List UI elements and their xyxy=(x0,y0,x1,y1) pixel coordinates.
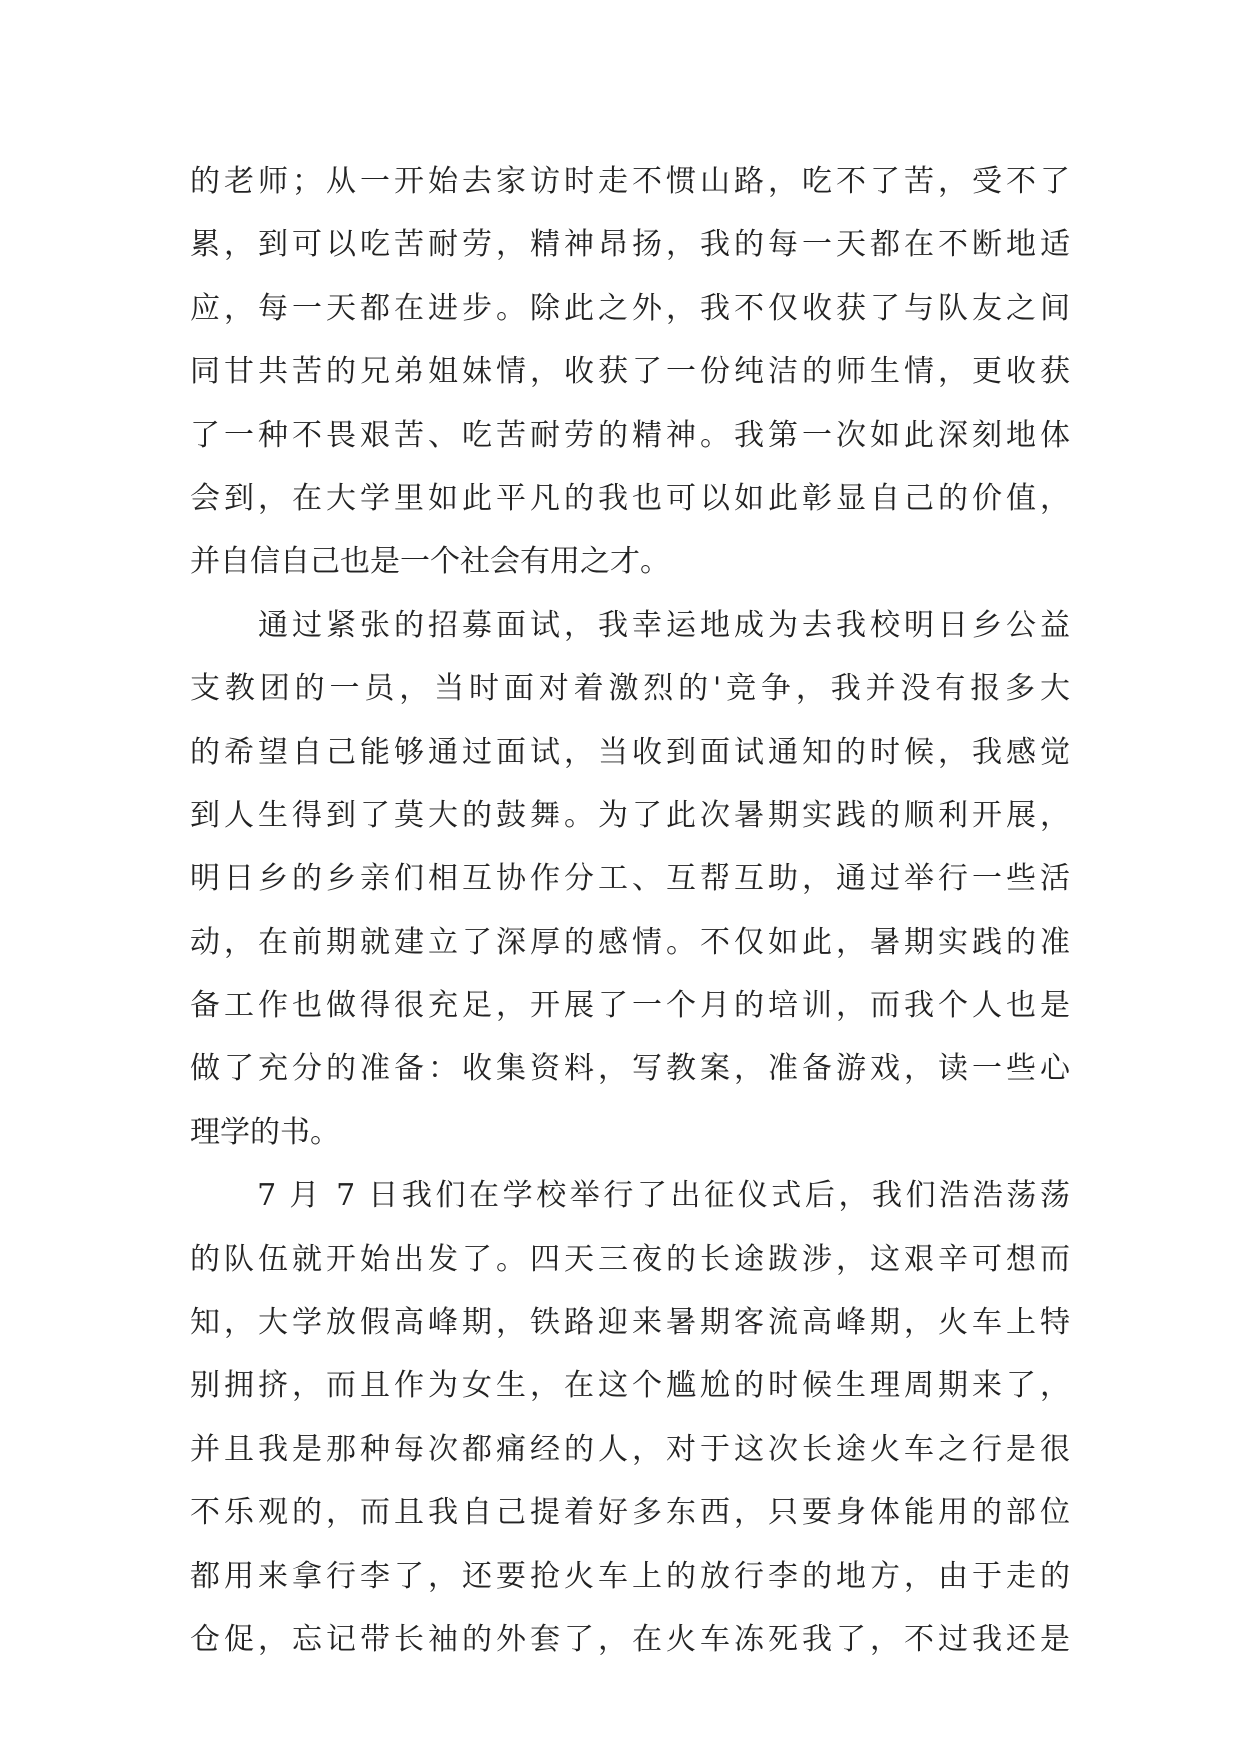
text-line: 到人生得到了莫大的鼓舞。为了此次暑期实践的顺利开展， xyxy=(190,797,1070,833)
text-line: 都用来拿行李了，还要抢火车上的放行李的地方，由于走的 xyxy=(190,1558,1070,1594)
text-line: 并自信自己也是一个社会有用之才。 xyxy=(190,544,670,580)
text-line: 别拥挤，而且作为女生，在这个尴尬的时候生理周期来了， xyxy=(190,1368,1070,1404)
text-line: 7 月 7 日我们在学校举行了出征仪式后，我们浩浩荡荡 xyxy=(190,1178,1070,1214)
text-line: 的希望自己能够通过面试，当收到面试通知的时候，我感觉 xyxy=(190,734,1070,770)
text-line: 的队伍就开始出发了。四天三夜的长途跋涉，这艰辛可想而 xyxy=(190,1241,1070,1277)
paragraph xyxy=(190,594,1070,1165)
text-line: 通过紧张的招募面试，我幸运地成为去我校明日乡公益 xyxy=(190,607,1070,643)
text-line: 知，大学放假高峰期，铁路迎来暑期客流高峰期，火车上特 xyxy=(190,1305,1070,1341)
text-line: 应，每一天都在进步。除此之外，我不仅收获了与队友之间 xyxy=(190,290,1070,326)
text-line: 并且我是那种每次都痛经的人，对于这次长途火车之行是很 xyxy=(190,1431,1070,1467)
text-line: 的老师；从一开始去家访时走不惯山路，吃不了苦，受不了 xyxy=(190,164,1070,199)
text-line: 仓促，忘记带长袖的外套了，在火车冻死我了，不过我还是 xyxy=(190,1621,1070,1657)
text-line: 会到，在大学里如此平凡的我也可以如此彰显自己的价值， xyxy=(190,480,1070,516)
paragraph xyxy=(190,150,1070,594)
text-line: 了一种不畏艰苦、吃苦耐劳的精神。我第一次如此深刻地体 xyxy=(190,417,1070,453)
paragraph xyxy=(190,1164,1070,1671)
body-text xyxy=(190,150,1070,1671)
text-line: 做了充分的准备：收集资料，写教案，准备游戏，读一些心 xyxy=(190,1051,1070,1087)
text-line: 支教团的一员，当时面对着激烈的'竞争，我并没有报多大 xyxy=(190,671,1070,707)
text-line: 累，到可以吃苦耐劳，精神昂扬，我的每一天都在不断地适 xyxy=(190,227,1070,263)
text-line: 动，在前期就建立了深厚的感情。不仅如此，暑期实践的准 xyxy=(190,924,1070,960)
text-line: 同甘共苦的兄弟姐妹情，收获了一份纯洁的师生情，更收获 xyxy=(190,354,1070,390)
text-line: 理学的书。 xyxy=(190,1114,340,1150)
text-line: 明日乡的乡亲们相互协作分工、互帮互助，通过举行一些活 xyxy=(190,861,1070,897)
text-line: 备工作也做得很充足，开展了一个月的培训，而我个人也是 xyxy=(190,988,1070,1024)
text-line: 不乐观的，而且我自己提着好多东西，只要身体能用的部位 xyxy=(190,1495,1070,1531)
